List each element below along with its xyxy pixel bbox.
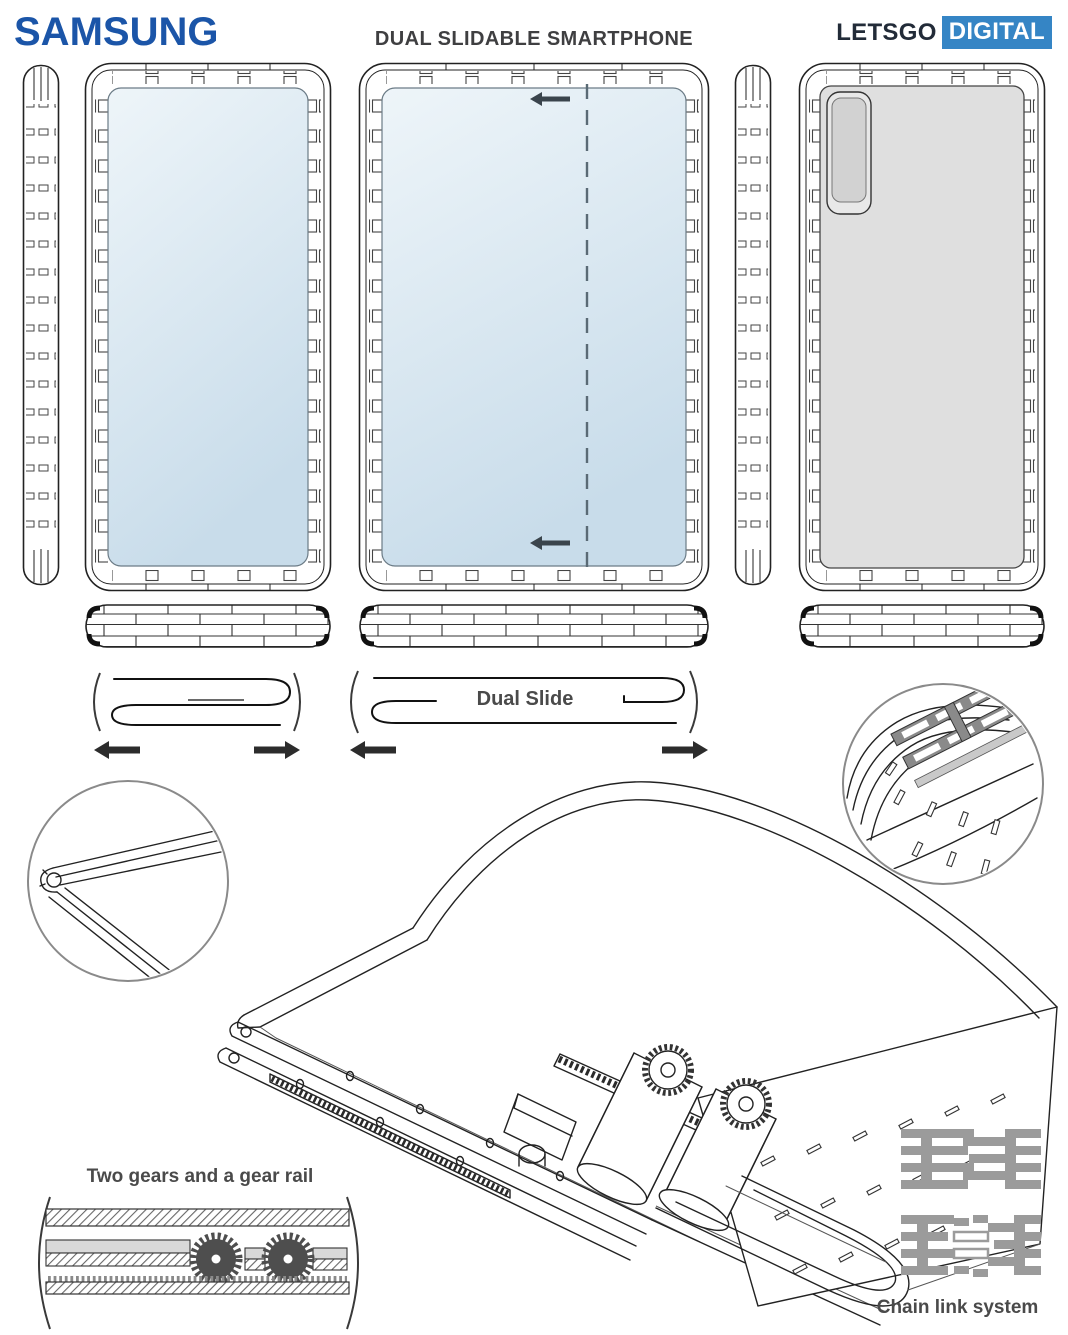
- chain-link-closed: [901, 1128, 1041, 1190]
- bottom-view-closed: [84, 603, 332, 649]
- cross-section-extended: [340, 665, 708, 765]
- gear-rail-label: Two gears and a gear rail: [86, 1166, 314, 1187]
- side-view-left: [22, 64, 60, 586]
- front-view-closed: [84, 62, 332, 592]
- expand-left-arrow-icon: [94, 741, 140, 759]
- gear-1: [193, 1236, 239, 1282]
- chain-link-label: Chain link system: [876, 1297, 1039, 1318]
- bottom-view-rear: [798, 603, 1046, 649]
- side-view-right: [734, 64, 772, 586]
- dual-slide-label: Dual Slide: [476, 688, 574, 710]
- page-title: DUAL SLIDABLE SMARTPHONE: [374, 28, 694, 50]
- front-view-extended: [358, 62, 710, 592]
- letsgodigital-logo: [836, 16, 1052, 49]
- chain-link-extended: [901, 1212, 1041, 1280]
- rear-view: [798, 62, 1046, 592]
- samsung-logo: SAMSUNG: [14, 10, 219, 54]
- bottom-view-extended: [358, 603, 710, 649]
- camera-lens-area: [832, 98, 866, 202]
- cross-section-closed: [84, 665, 310, 765]
- rolled-display: [238, 782, 1057, 1038]
- gear-2: [265, 1236, 311, 1282]
- gear-rail-diagram: [26, 1193, 371, 1333]
- screen-closed: [108, 88, 308, 566]
- motor-assembly: [504, 1094, 576, 1166]
- letsgo-text: LETSGO: [836, 18, 937, 46]
- screen-extended: [382, 88, 686, 566]
- digital-text: DIGITAL: [942, 16, 1052, 49]
